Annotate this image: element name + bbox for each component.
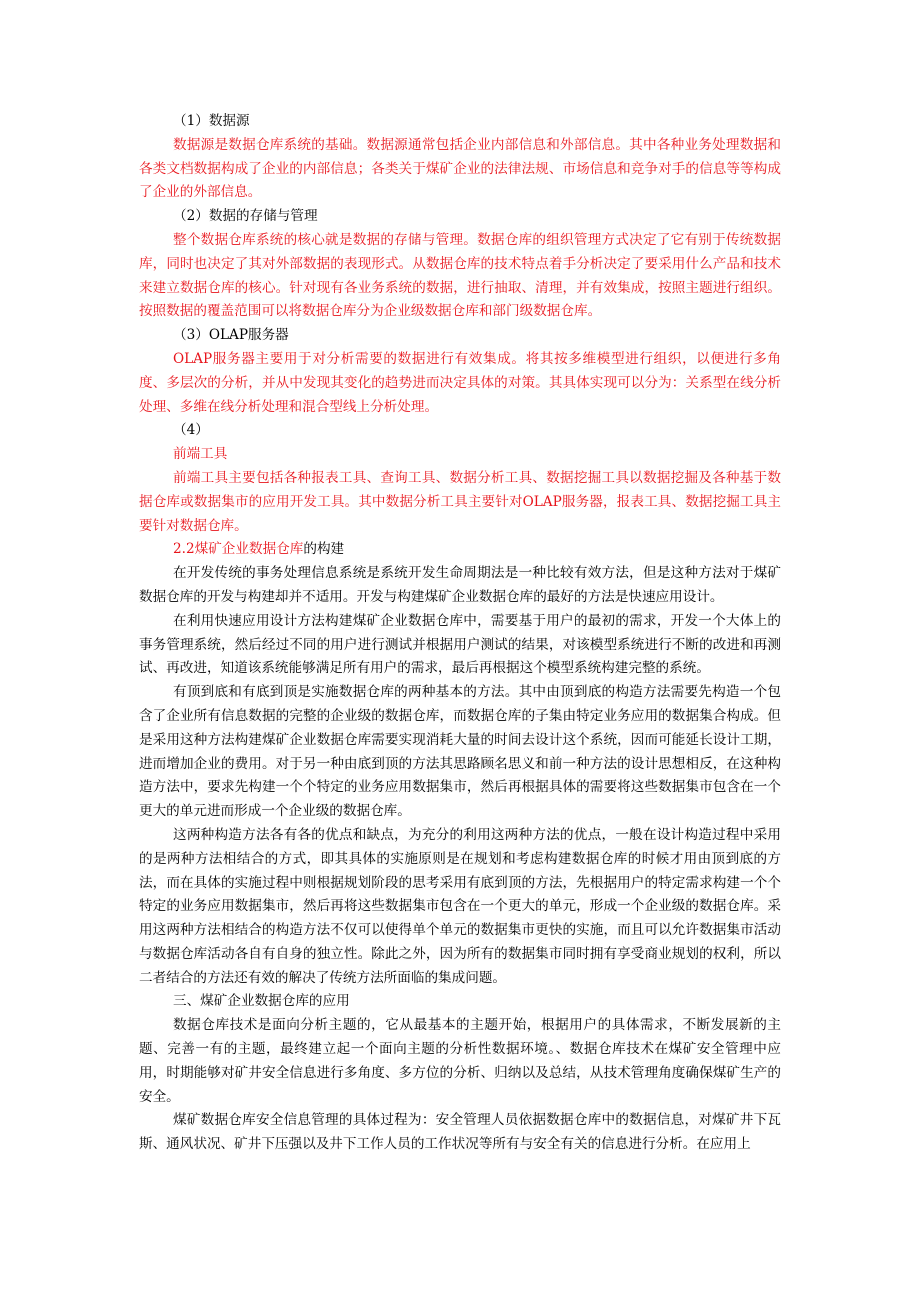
paragraph-construction-2: 在利用快速应用设计方法构建煤矿企业数据仓库中，需要基于用户的最初的需求，开发一个大体上的事务管理系统，然后经过不同的用户进行测试并根据用户测试的结果，对该模型系统进行不断的改进和再测试、再改进，知道该系统能够满足所有用户的需求，最后再根据这个模型系统构建完整的系统。 [139, 612, 781, 677]
section-heading-application: 三、煤矿企业数据仓库的应用 [173, 993, 350, 1010]
document-body [139, 110, 781, 1157]
paragraph-construction-1: 在开发传统的事务处理信息系统是系统开发生命周期法是一种比较有效方法，但是这种方法对于煤矿数据仓库的开发与构建却并不适用。开发与构建煤矿企业数据仓库的最好的方法是快速应用设计。 [139, 565, 781, 605]
section-heading-frontend-number: （4） [173, 422, 209, 439]
section-heading-frontend-title: 前端工具 [173, 446, 228, 463]
paragraph-olap: OLAP服务器主要用于对分析需要的数据进行有效集成。将其按多维模型进行组织，以便进行多角度、多层次的分析，并从中发现其变化的趋势进而决定具体的对策。其具体实现可以分为：关系型在线分析处理、多维在线分析处理和混合型线上分析处理。 [139, 350, 781, 415]
section-heading-olap: （3）OLAP服务器 [173, 327, 289, 344]
section-heading-storage: （2）数据的存储与管理 [173, 208, 318, 225]
paragraph-construction-3: 有顶到底和有底到顶是实施数据仓库的两种基本的方法。其中由顶到底的构造方法需要先构造一个包含了企业所有信息数据的完整的企业级的数据仓库，而数据仓库的子集由特定业务应用的数据集合构成。但是采用这种方法构建煤矿企业数据仓库需要实现消耗大量的时间去设计这个系统，因而可能延长设计工期，进而增加企业的费用。对于另一种由底到顶的方法其思路顾名思义和前一种方法的设计思想相反，在这种构造方法中，要求先构建一个个特定的业务应用数据集市，然后再根据具体的需要将这些数据集市包含在一个更大的单元进而形成一个企业级的数据仓库。 [139, 684, 781, 820]
paragraph-data-source: 数据源是数据仓库系统的基础。数据源通常包括企业内部信息和外部信息。其中各种业务处理数据和各类文档数据构成了企业的内部信息；各类关于煤矿企业的法律法规、市场信息和竞争对手的信息等等构成了企业的外部信息。 [139, 136, 781, 201]
paragraph-application-1: 数据仓库技术是面向分析主题的，它从最基本的主题开始，根据用户的具体需求，不断发展新的主题、完善一有的主题，最终建立起一个面向主题的分析性数据环境。、数据仓库技术在煤矿安全管理中应用，时期能够对矿井安全信息进行多角度、多方位的分析、归纳以及总结，从技术管理角度确保煤矿生产的安全。 [139, 1017, 781, 1105]
section-heading-construction [139, 538, 781, 562]
paragraph-application-2: 煤矿数据仓库安全信息管理的具体过程为：安全管理人员依据数据仓库中的数据信息，对煤矿井下瓦斯、通风状况、矿井下压强以及井下工作人员的工作状况等所有与安全有关的信息进行分析。在应用上 [139, 1112, 781, 1153]
section-heading-construction-black: 的构建 [303, 541, 345, 558]
section-heading-construction-red: 2.2煤矿企业数据仓库 [173, 541, 304, 558]
paragraph-frontend: 前端工具主要包括各种报表工具、查询工具、数据分析工具、数据挖掘工具以数据挖掘及各种基于数据仓库或数据集市的应用开发工具。其中数据分析工具主要针对OLAP服务器，报表工具、数据挖掘工具主要针对数据仓库。 [139, 469, 781, 534]
section-heading-data-source: （1）数据源 [173, 113, 250, 129]
paragraph-construction-4: 这两种构造方法各有各的优点和缺点，为充分的利用这两种方法的优点，一般在设计构造过程中采用的是两种方法相结合的方式，即其具体的实施原则是在规划和考虑构建数据仓库的时候才用由顶到底的方法，而在具体的实施过程中则根据规划阶段的思考采用有底到顶的方法，先根据用户的特定需求构建一个个特定的业务应用数据集市，然后再将这些数据集市包含在一个更大的单元，形成一个企业级的数据仓库。采用这两种方法相结合的构造方法不仅可以使得单个单元的数据集市更快的实施，而且可以允许数据集市活动与数据仓库活动各自有自身的独立性。除此之外，因为所有的数据集市同时拥有享受商业规划的权利，所以二者结合的方法还有效的解决了传统方法所面临的集成问题。 [139, 826, 781, 986]
paragraph-storage: 整个数据仓库系统的核心就是数据的存储与管理。数据仓库的组织管理方式决定了它有别于传统数据库，同时也决定了其对外部数据的表现形式。从数据仓库的技术特点着手分析决定了要采用什么产品和技术来建立数据仓库的核心。针对现有各业务系统的数据，进行抽取、清理，并有效集成，按照主题进行组织。按照数据的覆盖范围可以将数据仓库分为企业级数据仓库和部门级数据仓库。 [139, 231, 781, 320]
